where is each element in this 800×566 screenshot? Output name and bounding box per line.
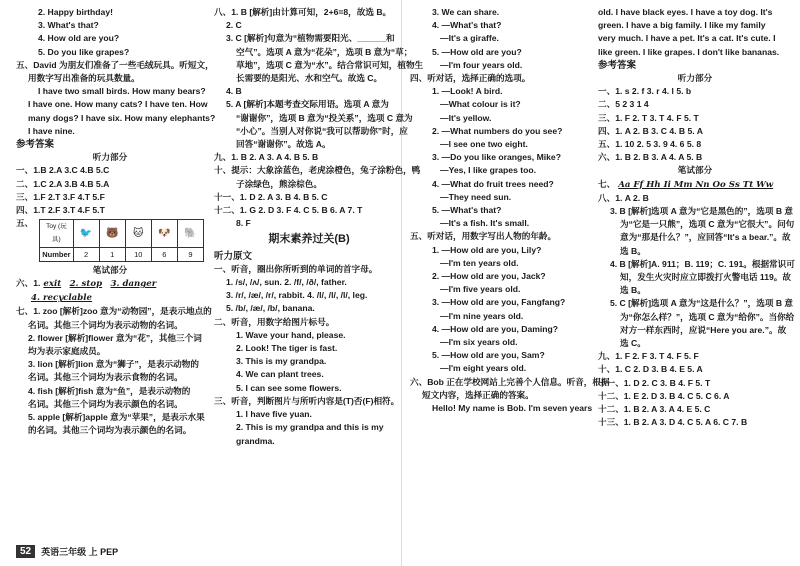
text-line: 均为表示家庭成员。 bbox=[28, 346, 106, 357]
text-line: 十三、1. B 2. A 3. D 4. C 5. A 6. C 7. B bbox=[598, 417, 748, 428]
text-line: “小心”。当别人对你说“我可以帮助你”时，应 bbox=[236, 125, 408, 136]
text-line: 的名词。其他三个词均为表示颜色的名词。 bbox=[28, 425, 192, 436]
text-line: 听力原文 bbox=[214, 250, 253, 262]
text-line: 1. —How old are you, Lily? bbox=[432, 244, 542, 255]
text-line: 4. fish [解析]fish 意为“鱼”，是表示动物的 bbox=[28, 385, 191, 396]
text-line: 六、Bob 正在学校网站上完善个人信息。听音，根据 bbox=[410, 376, 610, 387]
text-line: 5. —How old are you? bbox=[432, 46, 522, 57]
text-line: 十二、1. G 2. D 3. F 4. C 5. B 6. A 7. T bbox=[214, 205, 363, 216]
text-line: 2. flower [解析]flower 意为“花”，其他三个词 bbox=[28, 332, 202, 343]
dog-icon: 🐶 bbox=[151, 220, 177, 247]
text-line: 四、1.T 2.F 3.T 4.F 5.T bbox=[16, 205, 105, 216]
text-line: 4. —What do fruit trees need? bbox=[432, 178, 554, 189]
toy-count: 10 bbox=[125, 247, 151, 261]
text-line: 十一、1. D 2. C 3. B 4. F 5. T bbox=[598, 377, 711, 388]
text-line: 二、听音，用数字给图片标号。 bbox=[214, 316, 335, 327]
text-line: 3. What's that? bbox=[38, 20, 99, 31]
text-line: 3. C [解析]句意为“植物需要阳光、______和 bbox=[226, 33, 395, 44]
text-line: 六、1. B 2. B 3. A 4. A 5. B bbox=[598, 152, 703, 163]
text-line: 8. F bbox=[236, 218, 251, 229]
text-line: 1. —Look! A bird. bbox=[432, 86, 503, 97]
text-line: 九、1. B 2. A 3. A 4. B 5. B bbox=[214, 152, 319, 163]
text-line: 五、David 为朋友们准备了一些毛绒玩具。听短文， bbox=[16, 59, 214, 70]
text-line: 回答“谢谢你”。故选 A。 bbox=[236, 139, 331, 150]
text-line: I have two small birds. How many bears? bbox=[38, 86, 206, 97]
text-line: I have nine. bbox=[28, 125, 75, 136]
text-line: 三、1. F 2. T 3. T 4. F 5. T bbox=[598, 112, 699, 123]
text-line: 5. /b/, /æ/, /b/, banana. bbox=[226, 303, 315, 314]
toy-count: 1 bbox=[99, 247, 125, 261]
text-line: 4. —How old are you, Daming? bbox=[432, 323, 559, 334]
text-line: 4. B bbox=[226, 86, 242, 97]
text-line: 3. /r/, /æ/, /r/, rabbit. 4. /l/, /l/, /l/, leg. bbox=[226, 290, 368, 301]
text-line: 5. Do you like grapes? bbox=[38, 46, 130, 57]
text-line: 八、1. B [解析]由计算可知，2+6=8，故选 B。 bbox=[214, 7, 392, 17]
text-line: 听力部分 bbox=[92, 152, 128, 163]
text-line: 意为“那是什么？”，应回答“It's a bear.”。故 bbox=[620, 232, 791, 243]
text-line: 七、1. zoo [解析]zoo 意为“动物园”，是表示地点的 bbox=[16, 306, 212, 317]
text-line: —I see one two eight. bbox=[440, 139, 528, 150]
text-line: 1. I have five yuan. bbox=[236, 409, 312, 420]
text-line: 选 C。 bbox=[620, 338, 646, 349]
text-line: 5. C [解析]选项 A 意为“这是什么？”，选项 B 意 bbox=[610, 298, 794, 309]
text-line: 2. —What numbers do you see? bbox=[432, 125, 563, 136]
text-line: 名词。其他三个词均为表示食物的名词。 bbox=[28, 372, 183, 383]
toy-label: Toy (玩具) bbox=[40, 220, 73, 247]
text-line: 三、1.F 2.T 3.F 4.T 5.F bbox=[16, 191, 105, 202]
text-line: 为“它是一只熊”，选项 C 意为“它很大”。问句 bbox=[620, 219, 795, 230]
text-line: —I'm eight years old. bbox=[440, 363, 527, 374]
text-line: 1. Wave your hand, please. bbox=[236, 329, 346, 340]
handwritten-word: exit bbox=[43, 279, 62, 290]
text-line: 十二、1. B 2. A 3. A 4. E 5. C bbox=[598, 404, 711, 415]
text-line: 一、听音，圈出你所听到的单词的首字母。 bbox=[214, 263, 378, 274]
text-line: 子涂绿色，熊涂棕色。 bbox=[236, 178, 322, 189]
text-line: 三、听音，判断图片与所听内容是(T)否(F)相符。 bbox=[214, 395, 400, 406]
text-line: 八、1. A 2. B bbox=[598, 192, 649, 203]
text-line: —I'm nine years old. bbox=[440, 310, 524, 321]
text-line: 长需要的是阳光、水和空气。故选 C。 bbox=[236, 73, 383, 84]
text-line: 笔试部分 bbox=[677, 165, 713, 176]
text-line: 3. —How old are you, Fangfang? bbox=[432, 297, 566, 308]
handwritten-alphabet: Aa Ff Hh Ii Mm Nn Oo Ss Tt Ww bbox=[618, 179, 774, 190]
text-line: 用数字写出准备的玩具数量。 bbox=[28, 73, 140, 84]
text-line: —Yes, I like grapes too. bbox=[440, 165, 536, 176]
text-line: 选 B。 bbox=[620, 245, 646, 256]
text-line: “谢谢你”，选项 B 意为“投关系”，选项 C 意为 bbox=[236, 112, 413, 123]
text-line: 四、听对话，选择正确的选项。 bbox=[410, 73, 531, 84]
text-line: —What colour is it? bbox=[440, 99, 521, 110]
text-line: 四、1. A 2. B 3. C 4. B 5. A bbox=[598, 125, 703, 136]
handwritten-word: 4. recyclable bbox=[31, 293, 92, 304]
toy-count: 2 bbox=[73, 247, 99, 261]
text-line: very much. I have a pet. It's a cat. It's cute. I bbox=[598, 33, 776, 44]
text-line: 选 B。 bbox=[620, 285, 646, 296]
text-line: 十一、1. D 2. A 3. B 4. B 5. C bbox=[214, 191, 328, 202]
text-line: 2. —How old are you, Jack? bbox=[432, 271, 546, 282]
text-line: 一、1.B 2.A 3.C 4.B 5.C bbox=[16, 165, 110, 176]
text-line: grandma. bbox=[236, 435, 275, 446]
text-line: —I'm ten years old. bbox=[440, 257, 519, 268]
text-line: 5. —What's that? bbox=[432, 205, 502, 216]
text-line: 5. —How old are you, Sam? bbox=[432, 350, 545, 361]
text-line: —I'm four years old. bbox=[440, 59, 523, 70]
book-label: 英语三年级 上 PEP bbox=[41, 547, 119, 557]
text-line: —I'm five years old. bbox=[440, 284, 521, 295]
text-line: 参考答案 bbox=[16, 139, 55, 151]
text-line: 五、1. 10 2. 5 3. 9 4. 6 5. 8 bbox=[598, 139, 702, 150]
handwriting-answers-1 bbox=[16, 277, 204, 291]
text-line: 4. B [解析]A. 911；B. 119；C. 191。根据常识可 bbox=[610, 258, 795, 269]
text-line: 5. I can see some flowers. bbox=[236, 382, 342, 393]
text-line: 九、1. F 2. F 3. T 4. F 5. F bbox=[598, 351, 699, 362]
toy-count: 9 bbox=[177, 247, 203, 261]
exam-title: 期末素养过关(B) bbox=[268, 233, 350, 246]
text-line: —I'm six years old. bbox=[440, 337, 518, 348]
column-2 bbox=[214, 6, 424, 448]
text-line: —They need sun. bbox=[440, 191, 512, 202]
text-line: 5. A [解析]本题考查交际用语。选项 A 意为 bbox=[226, 99, 389, 110]
text-line: 5. apple [解析]apple 意为“苹果”，是表示水果 bbox=[28, 412, 205, 423]
text-line: 2. Happy birthday! bbox=[38, 7, 113, 17]
text-line: 4. —What's that? bbox=[432, 20, 502, 31]
text-line: 1. /s/, /ʌ/, sun. 2. /f/, /ð/, father. bbox=[226, 277, 347, 288]
text-line: 3. lion [解析]lion 意为“狮子”，是表示动物的 bbox=[28, 359, 199, 370]
toy-count: 6 bbox=[151, 247, 177, 261]
text-line: 3. This is my grandpa. bbox=[236, 356, 327, 367]
text-line: 二、1.C 2.A 3.B 4.B 5.A bbox=[16, 178, 110, 189]
text-line: Hello! My name is Bob. I'm seven years bbox=[432, 403, 593, 414]
toy-table bbox=[39, 219, 204, 262]
text-line: 3. B [解析]选项 A 意为“它是黑色的”，选项 B 意 bbox=[610, 206, 794, 217]
text-line: —It's a giraffe. bbox=[440, 33, 499, 44]
text-line: 参考答案 bbox=[598, 59, 637, 71]
page-number: 52 bbox=[16, 545, 35, 558]
text-line: 2. This is my grandpa and this is my bbox=[236, 422, 384, 433]
handwriting-answers-2 bbox=[16, 291, 204, 305]
text-line: 4. How old are you? bbox=[38, 33, 120, 44]
section-prefix: 六、1. bbox=[16, 278, 41, 289]
text-line: 二、5 2 3 1 4 bbox=[598, 99, 649, 110]
alphabet-answer bbox=[598, 178, 792, 192]
section-prefix: 七、 bbox=[598, 178, 616, 189]
text-line: 知，发生火灾时应立即拨打火警电话 119。故 bbox=[620, 272, 791, 283]
column-3 bbox=[410, 6, 610, 415]
handwritten-word: 2. stop bbox=[69, 279, 103, 290]
text-line: 空气”。选项 A 意为“花朵”，选项 B 意为“草； bbox=[236, 46, 413, 57]
text-line: 对方一样东西时，应说“Here you are.”。故 bbox=[620, 324, 787, 335]
number-label: Number bbox=[40, 247, 73, 261]
cat-icon: 🐱 bbox=[125, 220, 151, 247]
text-line: 十、1. C 2. D 3. B 4. E 5. A bbox=[598, 364, 703, 375]
text-line: old. I have black eyes. I have a toy dog. It's bbox=[598, 7, 773, 17]
text-line: —It's a fish. It's small. bbox=[440, 218, 530, 229]
column-1 bbox=[16, 6, 216, 438]
text-line: 名词。其他三个词均为表示颜色的名词。 bbox=[28, 398, 183, 409]
handwritten-word: 3. danger bbox=[110, 279, 157, 290]
text-line: 2. Look! The tiger is fast. bbox=[236, 343, 338, 354]
text-line: 4. We can plant trees. bbox=[236, 369, 324, 380]
text-line: like green. I like grapes. I don't like bananas. bbox=[598, 46, 780, 57]
bear-icon: 🐻 bbox=[99, 220, 125, 247]
column-4 bbox=[598, 6, 795, 430]
text-line: 一、1. s 2. f 3. r 4. l 5. b bbox=[598, 86, 692, 97]
page-footer bbox=[16, 545, 118, 558]
text-line: many dogs? I have six. How many elephants? bbox=[28, 112, 216, 123]
text-line: —It's yellow. bbox=[440, 112, 492, 123]
toy-table-prefix: 五、 bbox=[16, 218, 34, 229]
bird-icon: 🐦 bbox=[73, 220, 99, 247]
text-line: green. I have a big family. I like my family bbox=[598, 20, 766, 31]
text-line: 名词。其他三个词均为表示动物的名词。 bbox=[28, 319, 183, 330]
text-line: 草地”，选项 C 意为“水”。结合常识可知，植物生 bbox=[236, 59, 424, 70]
text-line: 3. —Do you like oranges, Mike? bbox=[432, 152, 561, 163]
text-line: 五、听对话，用数字写出人物的年龄。 bbox=[410, 231, 557, 242]
elephant-icon: 🐘 bbox=[177, 220, 203, 247]
text-line: 十二、1. E 2. D 3. B 4. C 5. C 6. A bbox=[598, 390, 730, 401]
text-line: 短文内容，选择正确的答案。 bbox=[422, 389, 534, 400]
text-line: 听力部分 bbox=[677, 73, 713, 84]
text-line: 为“你怎么样？”，选项 C 意为“给你”。当你给 bbox=[620, 311, 795, 322]
text-line: 笔试部分 bbox=[92, 264, 128, 275]
text-line: 2. C bbox=[226, 20, 242, 31]
toy-table-block bbox=[16, 217, 204, 264]
text-line: I have one. How many cats? I have ten. How bbox=[28, 99, 208, 110]
text-line: 十、提示：大象涂蓝色，老虎涂橙色，兔子涂粉色，鸭 bbox=[214, 165, 421, 176]
text-line: 3. We can share. bbox=[432, 7, 500, 17]
